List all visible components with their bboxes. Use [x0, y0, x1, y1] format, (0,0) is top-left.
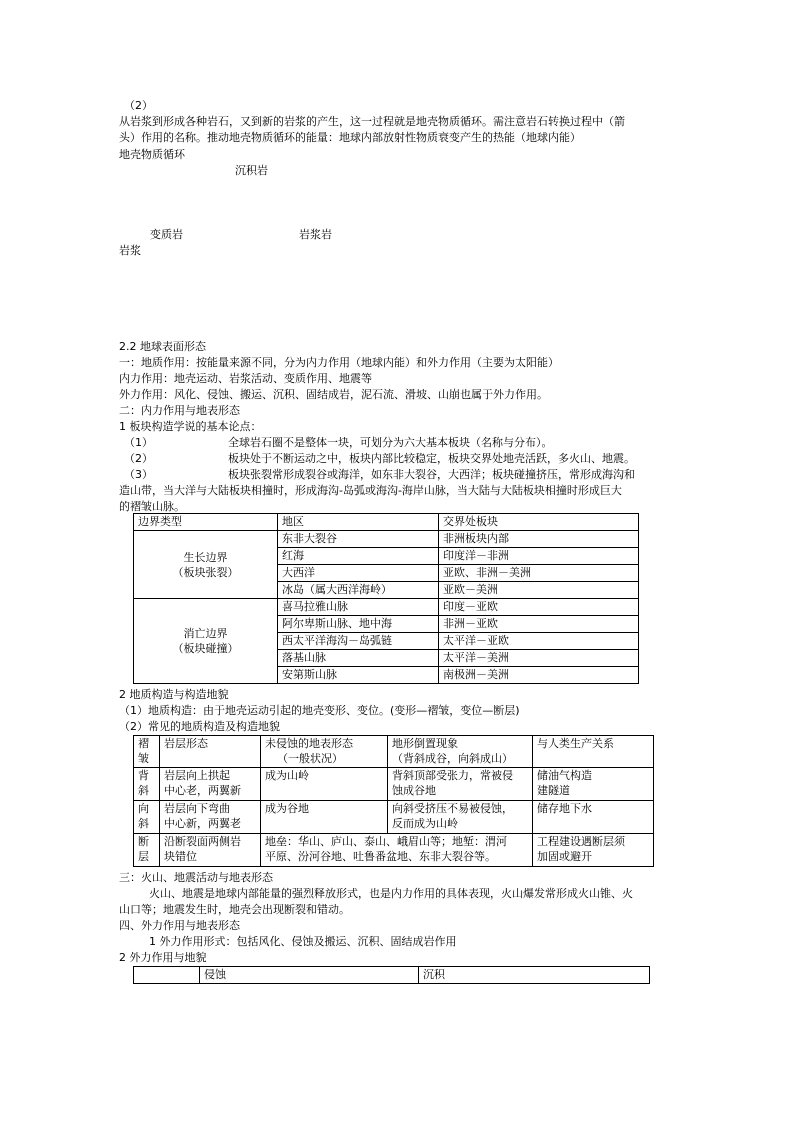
structure-table [133, 735, 654, 867]
point-3-continuation-2: 的褶皱山脉。 [119, 500, 185, 513]
fault-strata-line2: 块错位 [164, 850, 197, 863]
fault-char1: 断 [138, 835, 149, 848]
table-cell-plates: 亚欧－美洲 [439, 582, 639, 599]
section-heading-external: 四、外力作用与地表形态 [119, 919, 240, 932]
header-human-relation: 与人类生产关系 [533, 736, 654, 768]
header-erosion: 侵蚀 [200, 967, 419, 984]
boundary-type-sublabel: （板块碰撞） [172, 642, 239, 655]
volcano-text-line1: 火山、地震是地球内部能量的强烈释放形式，也是内力作用的具体表现，火山爆发常形成火山锥、火 [149, 887, 633, 900]
header-deposition: 沉积 [419, 967, 650, 984]
section-heading-volcano: 三：火山、地震活动与地表形态 [119, 871, 273, 884]
section-heading-2-2: 2.2 地球表面形态 [119, 340, 206, 353]
structure-table-intro: （2）常见的地质构造及构造地貌 [119, 720, 280, 733]
table-cell-plates: 印度洋－非洲 [439, 548, 639, 565]
table-cell-plates: 太平洋－亚欧 [439, 633, 639, 650]
anticline-strata-line1: 岩层向上拱起 [164, 769, 230, 782]
syncline-relation: 储存地下水 [533, 801, 654, 834]
table-cell-area: 落基山脉 [278, 650, 439, 667]
geologic-process-definition: 一：地质作用：按能量来源不同，分为内力作用（地球内能）和外力作用（主要为太阳能） [119, 356, 559, 369]
point-1-text: 全球岩石圈不是整体一块，可划分为六大基本板块（名称与分布）。 [228, 436, 553, 449]
table-cell-plates: 南极洲－美洲 [439, 667, 639, 684]
cycle-diagram-title: 地壳物质循环 [119, 148, 185, 161]
external-forms-line: 1 外力作用形式：包括风化、侵蚀及搬运、沉积、固结成岩作用 [149, 935, 457, 948]
header-boundary-type: 边界类型 [134, 514, 278, 531]
boundary-type-label: 生长边界 [183, 550, 228, 564]
syncline-char2: 斜 [138, 817, 149, 830]
table-cell-area: 红海 [278, 548, 439, 565]
fault-relation [533, 834, 654, 867]
header-area: 地区 [278, 514, 439, 531]
table-cell-area: 西太平洋海沟－岛弧链 [278, 633, 439, 650]
syncline-strata-line1: 岩层向下弯曲 [164, 802, 230, 815]
table-cell-area: 阿尔卑斯山脉、地中海 [278, 616, 439, 633]
syncline-char1: 向 [138, 802, 149, 815]
header-fold [134, 736, 160, 768]
syncline-inverted-line2: 反而成为山岭 [392, 817, 458, 830]
label-magma: 岩浆 [119, 244, 141, 257]
point-3-continuation-1: 造山带，当大洋与大陆板块相撞时，形成海沟-岛弧或海沟-海岸山脉，当大陆与大陆板块相撞时形成巨大 [119, 484, 622, 497]
structure-definition: （1）地质构造：由于地壳运动引起的地壳变形、变位。(变形—褶皱，变位—断层) [119, 704, 520, 717]
fault-relation-line2: 加固或避开 [537, 850, 592, 863]
header-plates: 交界处板块 [439, 514, 639, 531]
cycle-text-line1: 从岩浆到形成各种岩石，又到新的岩浆的产生，这一过程就是地壳物质循环。需注意岩石转换过程中（箭 [119, 115, 625, 128]
syncline-strata-line2: 中心新，两翼老 [164, 817, 241, 830]
anticline-inverted [388, 768, 533, 801]
fault-landforms-line2: 平原、汾河谷地、吐鲁番盆地、东非大裂谷等。 [265, 850, 496, 863]
syncline-inverted [388, 801, 533, 834]
external-landform-heading: 2 外力作用与地貌 [119, 951, 207, 964]
table-cell-area: 安第斯山脉 [278, 667, 439, 684]
anticline-strata-line2: 中心老，两翼新 [164, 784, 241, 797]
internal-process-line: 内力作用：地壳运动、岩浆活动、变质作用、地震等 [119, 372, 372, 385]
label-sedimentary-rock: 沉积岩 [235, 164, 268, 177]
fault-landforms-line1: 地垒：华山、庐山、泰山、峨眉山等；地堑：渭河 [265, 835, 507, 848]
boundary-type-sublabel: （板块张裂） [172, 565, 239, 579]
anticline-inverted-line1: 背斜顶部受张力，常被侵 [392, 769, 513, 782]
header-uneroded [261, 736, 388, 768]
anticline-uneroded: 成为山岭 [261, 768, 388, 801]
subsection-heading-internal: 二：内力作用与地表形态 [119, 404, 240, 417]
boundary-type-consumption [134, 599, 278, 684]
fault-relation-line1: 工程建设遇断层须 [537, 835, 625, 848]
syncline-uneroded: 成为谷地 [261, 801, 388, 834]
label-igneous-rock: 岩浆岩 [299, 228, 332, 241]
external-table-blank-header [134, 967, 200, 984]
anticline-relation-line1: 储油气构造 [537, 769, 592, 782]
table-cell-area: 大西洋 [278, 565, 439, 582]
external-process-line: 外力作用：风化、侵蚀、搬运、沉积、固结成岩，泥石流、滑坡、山崩也属于外力作用。 [119, 388, 548, 401]
boundary-type-label: 消亡边界 [183, 627, 228, 640]
table-cell-area: 冰岛（属大西洋海岭） [278, 582, 439, 599]
anticline-char1: 背 [138, 769, 149, 782]
table-cell-plates: 印度－亚欧 [439, 599, 639, 616]
point-3-number: （3） [124, 468, 153, 481]
header-inverted-title: 地形倒置现象 [392, 737, 458, 750]
section-heading-structures: 2 地质构造与构造地貌 [119, 688, 229, 701]
row-fault-name [134, 834, 160, 867]
header-inverted-note: （背斜成谷，向斜成山） [392, 752, 513, 765]
external-landform-table [133, 966, 650, 984]
row-anticline-name [134, 768, 160, 801]
header-fold-char1: 褶 [138, 737, 149, 750]
table-cell-plates: 非洲板块内部 [439, 531, 639, 548]
fault-strata [160, 834, 261, 867]
fault-char2: 层 [138, 850, 149, 863]
anticline-inverted-line2: 蚀成谷地 [392, 784, 436, 797]
table-cell-plates: 太平洋－美洲 [439, 650, 639, 667]
anticline-char2: 斜 [138, 784, 149, 797]
cycle-number: （2） [124, 99, 153, 112]
row-syncline-name [134, 801, 160, 834]
table-cell-area: 东非大裂谷 [278, 531, 439, 548]
anticline-relation-line2: 建隧道 [537, 784, 570, 797]
plate-boundary-table [133, 513, 639, 684]
header-strata-form: 岩层形态 [160, 736, 261, 768]
anticline-strata [160, 768, 261, 801]
point-2-text: 板块处于不断运动之中，板块内部比较稳定，板块交界处地壳活跃，多火山、地震。 [228, 452, 635, 465]
syncline-inverted-line1: 向斜受挤压不易被侵蚀， [392, 802, 513, 815]
point-1-number: （1） [124, 436, 153, 449]
table-cell-plates: 非洲－亚欧 [439, 616, 639, 633]
cycle-text-line2: 头）作用的名称。推动地壳物质循环的能量：地球内部放射性物质衰变产生的热能（地球内能） [119, 131, 581, 144]
anticline-relation [533, 768, 654, 801]
table-cell-area: 喜马拉雅山脉 [278, 599, 439, 616]
point-3-text: 板块张裂常形成裂谷或海洋，如东非大裂谷，大西洋；板块碰撞挤压，常形成海沟和 [228, 468, 635, 481]
label-metamorphic-rock: 变质岩 [150, 228, 183, 241]
header-uneroded-title: 未侵蚀的地表形态 [265, 737, 353, 750]
point-2-number: （2） [124, 452, 153, 465]
boundary-type-growth [134, 531, 278, 599]
fault-landforms [261, 834, 533, 867]
header-uneroded-note: （一般状况） [277, 752, 343, 765]
header-fold-char2: 皱 [138, 752, 149, 765]
table-cell-plates: 亚欧、非洲－美洲 [439, 565, 639, 582]
fault-strata-line1: 沿断裂面两侧岩 [164, 835, 241, 848]
syncline-strata [160, 801, 261, 834]
volcano-text-line2: 山口等；地震发生时，地壳会出现断裂和错动。 [119, 903, 350, 916]
header-inverted [388, 736, 533, 768]
plate-tectonics-heading: 1 板块构造学说的基本论点： [119, 420, 262, 433]
